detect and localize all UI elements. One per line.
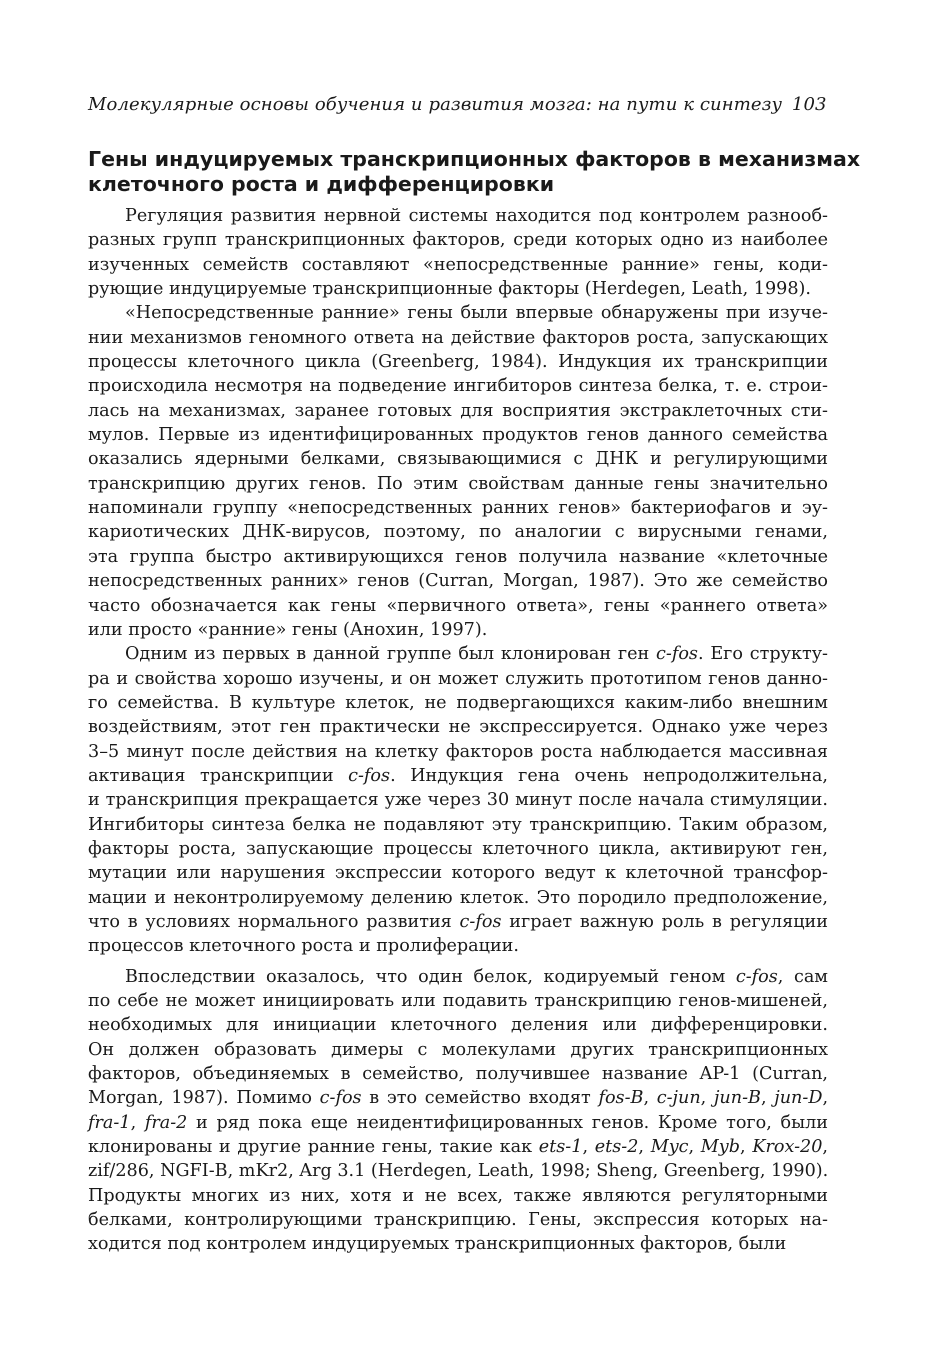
text-line: ходится под контролем индуцируемых транскрипционных факторов, были	[88, 1234, 787, 1255]
gene-name: c-fos	[656, 644, 698, 665]
text-line: непосредственных ранних» генов (Curran, Morgan, 1987). Это же семейство	[88, 571, 828, 592]
text-line: «Непосредственные ранние» гены были впервые обнаружены при изуче-	[125, 303, 828, 324]
gene-name: fra-1	[88, 1112, 131, 1133]
text-line: разных групп транскрипционных факторов, среди которых одно из наиболее	[88, 230, 828, 251]
section-heading-line: клеточного роста и дифференцировки	[88, 172, 555, 196]
text-line: мации и неконтролируемому делению клеток. Это породило предположение,	[88, 887, 828, 908]
running-title: Молекулярные основы обучения и развития мозга: на пути к синтезу	[88, 94, 783, 115]
text-line: мулов. Первые из идентифицированных продуктов генов данного семейства	[88, 425, 828, 446]
gene-name: c-fos	[348, 765, 391, 786]
text-line: эта группа быстро активирующихся генов получила название «клеточные	[88, 546, 828, 567]
gene-name: c-fos	[459, 911, 502, 932]
running-header	[88, 92, 826, 118]
text-line: происходила несмотря на подведение ингибиторов синтеза белка, т. е. строи-	[88, 376, 828, 397]
text-line: по себе не может инициировать или подавить транскрипцию генов-мишеней,	[88, 991, 828, 1011]
text-line: Одним из первых в данной группе был клонирован ген c-fos. Его структу-	[125, 644, 828, 665]
text-line: ра и свойства хорошо изучены, и он может служить прототипом генов данно-	[88, 668, 828, 689]
text-line: нии механизмов геномного ответа на действие факторов роста, запускающих	[88, 327, 828, 348]
body-text	[88, 204, 828, 1257]
section-heading	[88, 147, 861, 197]
section-heading-line: Гены индуцируемых транскрипционных факторов в механизмах	[88, 147, 861, 171]
text-line: воздействиям, этот ген практически не экспрессируется. Однако уже через	[88, 717, 828, 738]
text-line: кариотических ДНК-вирусов, поэтому, по аналогии с вирусными генами,	[88, 522, 828, 543]
text-line: или просто «ранние» гены (Анохин, 1997).	[88, 619, 488, 640]
text-line: fra-1, fra-2 и ряд пока еще неидентифицированных генов. Кроме того, были	[88, 1112, 828, 1133]
paragraph	[88, 642, 828, 958]
gene-name: c-jun	[656, 1088, 701, 1109]
text-line: лась на механизмах, заранее готовых для восприятия экстраклеточных сти-	[88, 400, 828, 421]
gene-name: Krox-20	[752, 1137, 823, 1158]
text-line: 3–5 минут после действия на клетку факторов роста наблюдается массивная	[88, 741, 828, 762]
text-line: процессы клеточного цикла (Greenberg, 1984). Индукция их транскрипции	[88, 352, 828, 373]
gene-name: fos-B	[598, 1088, 644, 1109]
text-line: изученных семейств составляют «непосредственные ранние» гены, коди-	[88, 254, 828, 275]
gene-name: Myb	[700, 1137, 741, 1158]
paragraph	[88, 301, 828, 642]
gene-name: jun-D	[774, 1088, 823, 1109]
gene-name: jun-B	[713, 1088, 761, 1109]
text-line: го семейства. В культуре клеток, не подвергающихся каким-либо внешним	[88, 692, 828, 713]
text-line: Продукты многих из них, хотя и не всех, также являются регуляторными	[88, 1185, 828, 1206]
text-line: что в условиях нормального развития c-fos играет важную роль в регуляции	[88, 911, 828, 932]
gene-name: ets-2	[594, 1137, 639, 1158]
paragraph	[88, 204, 828, 301]
text-line: zif/286, NGFI-B, mKr2, Arg 3.1 (Herdegen, Leath, 1998; Sheng, Greenberg, 1990).	[88, 1161, 829, 1182]
gene-name: ets-1	[538, 1137, 583, 1158]
text-line: белками, контролирующими транскрипцию. Гены, экспрессия которых на-	[88, 1210, 828, 1231]
text-line: процессов клеточного роста и пролиферации.	[88, 936, 519, 957]
text-line: активация транскрипции c-fos. Индукция гена очень непродолжительна,	[88, 765, 828, 786]
text-line: транскрипцию других генов. По этим свойствам данные гены значительно	[88, 473, 828, 494]
gene-name: c-fos	[735, 966, 778, 987]
text-line: мутации или нарушения экспрессии которого ведут к клеточной трансфор-	[88, 863, 828, 884]
text-line: факторы роста, запускающие процессы клеточного цикла, активируют ген,	[88, 838, 828, 859]
text-line: напоминали группу «непосредственных ранних генов» бактериофагов и эу-	[88, 498, 828, 519]
paragraph	[88, 965, 828, 1257]
text-line: Он должен образовать димеры с молекулами других транскрипционных	[88, 1039, 828, 1060]
text-line: Ингибиторы синтеза белка не подавляют эту транскрипцию. Таким образом,	[88, 814, 828, 835]
text-line: и транскрипция прекращается уже через 30 минут после начала стимуляции.	[88, 790, 828, 811]
text-line: Впоследствии оказалось, что один белок, кодируемый геном c-fos, сам	[125, 966, 828, 987]
text-line: факторов, объединяемых в семейство, получившее название AP-1 (Curran,	[88, 1064, 828, 1085]
text-line: часто обозначается как гены «первичного ответа», гены «раннего ответа»	[88, 595, 828, 616]
text-line: рующие индуцируемые транскрипционные факторы (Herdegen, Leath, 1998).	[88, 279, 812, 300]
gene-name: c-fos	[319, 1088, 362, 1109]
text-line: Регуляция развития нервной системы находится под контролем разнооб-	[125, 206, 828, 226]
gene-name: Myc	[650, 1137, 689, 1158]
gene-name: fra-2	[144, 1112, 188, 1133]
text-line: Morgan, 1987). Помимо c-fos в это семейство входят fos-B, c-jun, jun-B, jun-D,	[88, 1088, 829, 1109]
page-number: 103	[791, 94, 827, 115]
text-line: необходимых для инициации клеточного деления или дифференцировки.	[88, 1015, 828, 1036]
text-line: клонированы и другие ранние гены, такие как ets-1, ets-2, Myc, Myb, Krox-20,	[88, 1137, 828, 1158]
text-line: оказались ядерными белками, связывающимися с ДНК и регулирующими	[88, 449, 828, 470]
